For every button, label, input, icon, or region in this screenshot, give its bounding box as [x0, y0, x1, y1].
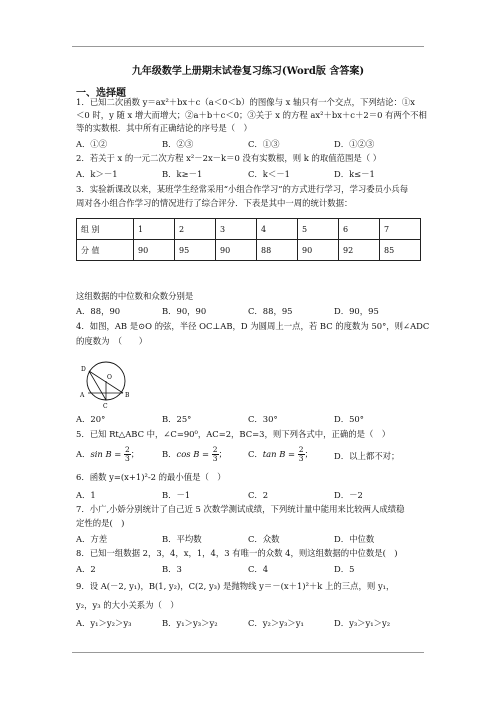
q3-option-b: B．90，90 — [162, 306, 207, 316]
fraction-denominator: 3 — [298, 454, 304, 463]
footer-rule — [72, 652, 424, 653]
q7-line2: 定性的是( ) — [76, 518, 125, 528]
table-cell: 95 — [175, 240, 216, 261]
q5-option-d: D．以上都不对； — [334, 451, 400, 461]
q6-option-b: B．－1 — [162, 490, 191, 500]
table-cell: 90 — [134, 240, 175, 261]
separator: ； — [130, 449, 140, 459]
table-cell: 5 — [298, 219, 339, 240]
q5-option-b — [162, 446, 227, 463]
q4-option-d: D．50° — [334, 414, 364, 424]
table-cell: 90 — [216, 240, 257, 261]
q9-line1: 9．设 A(－2, y₁)，B(1, y₂)，C(2, y₃) 是抛物线 y＝－(x＋1)²＋k 上的三点，则 y₁， — [76, 581, 395, 591]
separator: ； — [218, 449, 227, 459]
q7-option-c: C．众数 — [248, 534, 280, 544]
fraction-denominator: 3 — [212, 454, 218, 463]
label-o: O — [107, 374, 112, 381]
table-cell: 4 — [257, 219, 298, 240]
q9-option-d: D．y₃＞y₁＞y₂ — [334, 618, 391, 628]
table-cell: 分 值 — [77, 240, 134, 261]
q3-line1: 3．实验新课改以来，某班学生经常采用“小组合作学习”的方式进行学习，学习委员小兵每 — [76, 184, 409, 194]
q2-option-a: A．k＞－1 — [76, 169, 118, 179]
segment-dc — [89, 371, 106, 400]
q7-option-b: B．平均数 — [162, 534, 202, 544]
label-b: B — [125, 392, 130, 399]
q1-option-b: B．②③ — [162, 139, 194, 149]
table-cell: 92 — [339, 240, 380, 261]
table-cell: 90 — [298, 240, 339, 261]
q1-line2: ＜0 时，y 随 x 增大而增大；②a＋b＋c＜0；③关于 x 的方程 ax²＋bx＋c＋2＝0 有两个不相 — [76, 110, 427, 120]
q1-option-c: C．①③ — [248, 139, 280, 149]
q4-line2: 的度数为 （ ） — [76, 336, 148, 346]
label-d: D — [81, 366, 86, 373]
q9-line2: y₂，y₃ 的大小关系为（ ） — [76, 600, 179, 610]
document-title: 九年级数学上册期末试卷复习练习(Word版 含答案) — [131, 66, 365, 77]
q3-line2: 周对各小组合作学习的情况进行了综合评分．下表是其中一周的统计数据： — [76, 198, 353, 208]
q3-option-c: C．88，95 — [248, 306, 293, 316]
option-letter: B． — [162, 449, 177, 459]
q5-line1: 5．已知 Rt△ABC 中，∠C=90⁰，AC=2，BC=3，则下列各式中，正确的是（ ） — [76, 429, 391, 439]
fraction-numerator: 2 — [298, 445, 304, 454]
q4-option-a: A．20° — [76, 414, 106, 424]
q6-option-a: A．1 — [76, 490, 96, 500]
section-heading: 一、选择题 — [76, 88, 126, 99]
option-letter: C． — [248, 449, 263, 459]
q3-option-a: A．88，90 — [76, 306, 121, 316]
table-cell: 85 — [380, 240, 421, 261]
q1-line1: 1．已知二次函数 y＝ax²＋bx＋c（a＜0＜b）的图像与 x 轴只有一个交点，下列结论：①x — [76, 97, 416, 107]
table-row — [77, 219, 421, 240]
q9-option-b: B．y₁＞y₃＞y₂ — [162, 618, 218, 628]
q5-option-a — [76, 446, 139, 463]
q5-a-expr: sin B = — [90, 449, 122, 459]
table-cell: 组 别 — [77, 219, 134, 240]
fraction-numerator: 2 — [212, 445, 218, 454]
fraction — [124, 446, 131, 463]
q5-b-expr: cos B = — [176, 449, 210, 459]
q6-option-c: C．2 — [248, 490, 269, 500]
fraction-numerator: 2 — [124, 445, 130, 454]
q2-option-d: D．k≤－1 — [334, 169, 375, 179]
fraction — [212, 446, 219, 463]
q5-c-expr: tan B = — [262, 449, 296, 459]
q9-option-c: C．y₂＞y₃＞y₁ — [248, 618, 304, 628]
table-cell: 1 — [134, 219, 175, 240]
score-table — [76, 218, 421, 261]
q4-option-c: C．30° — [248, 414, 278, 424]
label-c: C — [103, 403, 108, 410]
label-a: A — [80, 392, 85, 399]
q1-line3: 等的实数根．其中所有正确结论的序号是（ ） — [76, 123, 252, 133]
q7-option-d: D．中位数 — [334, 534, 375, 544]
option-letter: A． — [76, 449, 91, 459]
table-cell: 88 — [257, 240, 298, 261]
q5-option-c — [248, 446, 313, 463]
separator: ； — [304, 449, 313, 459]
q9-option-a: A．y₁＞y₂＞y₃ — [76, 618, 132, 628]
q3-option-d: D．90，95 — [334, 306, 379, 316]
q6-option-d: D．－2 — [334, 490, 363, 500]
q8-option-a: A．2 — [76, 564, 96, 574]
q3-line3: 这组数据的中位数和众数分别是 — [76, 291, 194, 301]
q4-option-b: B．25° — [162, 414, 192, 424]
q6-line1: 6．函数 y=(x+1)²-2 的最小值是（ ） — [76, 472, 226, 482]
table-cell: 2 — [175, 219, 216, 240]
q8-option-b: B．3 — [162, 564, 182, 574]
q8-line1: 8．已知一组数据 2，3，4，x，1，4，3 有唯一的众数 4，则这组数据的中位数是( ) — [76, 548, 398, 558]
q8-option-c: C．4 — [248, 564, 269, 574]
q2-option-c: C．k＜－1 — [248, 169, 290, 179]
q1-option-a: A．①② — [76, 139, 108, 149]
table-cell: 3 — [216, 219, 257, 240]
q7-line1: 7．小广,小娇分别统计了自己近 5 次数学测试成绩，下列统计量中能用来比较两人成绩稳 — [76, 504, 405, 514]
table-cell: 7 — [380, 219, 421, 240]
fraction-denominator: 3 — [124, 454, 130, 463]
table-cell: 6 — [339, 219, 380, 240]
header-rule — [72, 46, 424, 47]
q8-option-d: D．5 — [334, 564, 355, 574]
q2-line1: 2．若关于 x 的一元二次方程 x²－2x－k＝0 没有实数根，则 k 的取值范围是（ ） — [76, 153, 382, 163]
table-row — [77, 240, 421, 261]
q1-option-d: D．①②③ — [334, 139, 375, 149]
circle-diagram — [76, 360, 146, 410]
q4-line1: 4．如图，AB 是⊙O 的弦，半径 OC⊥AB，D 为圆周上一点，若 BC 的度数为 50°，则∠ADC — [76, 321, 430, 331]
fraction — [298, 446, 305, 463]
q7-option-a: A．方差 — [76, 534, 108, 544]
q2-option-b: B．k≥－1 — [162, 169, 203, 179]
